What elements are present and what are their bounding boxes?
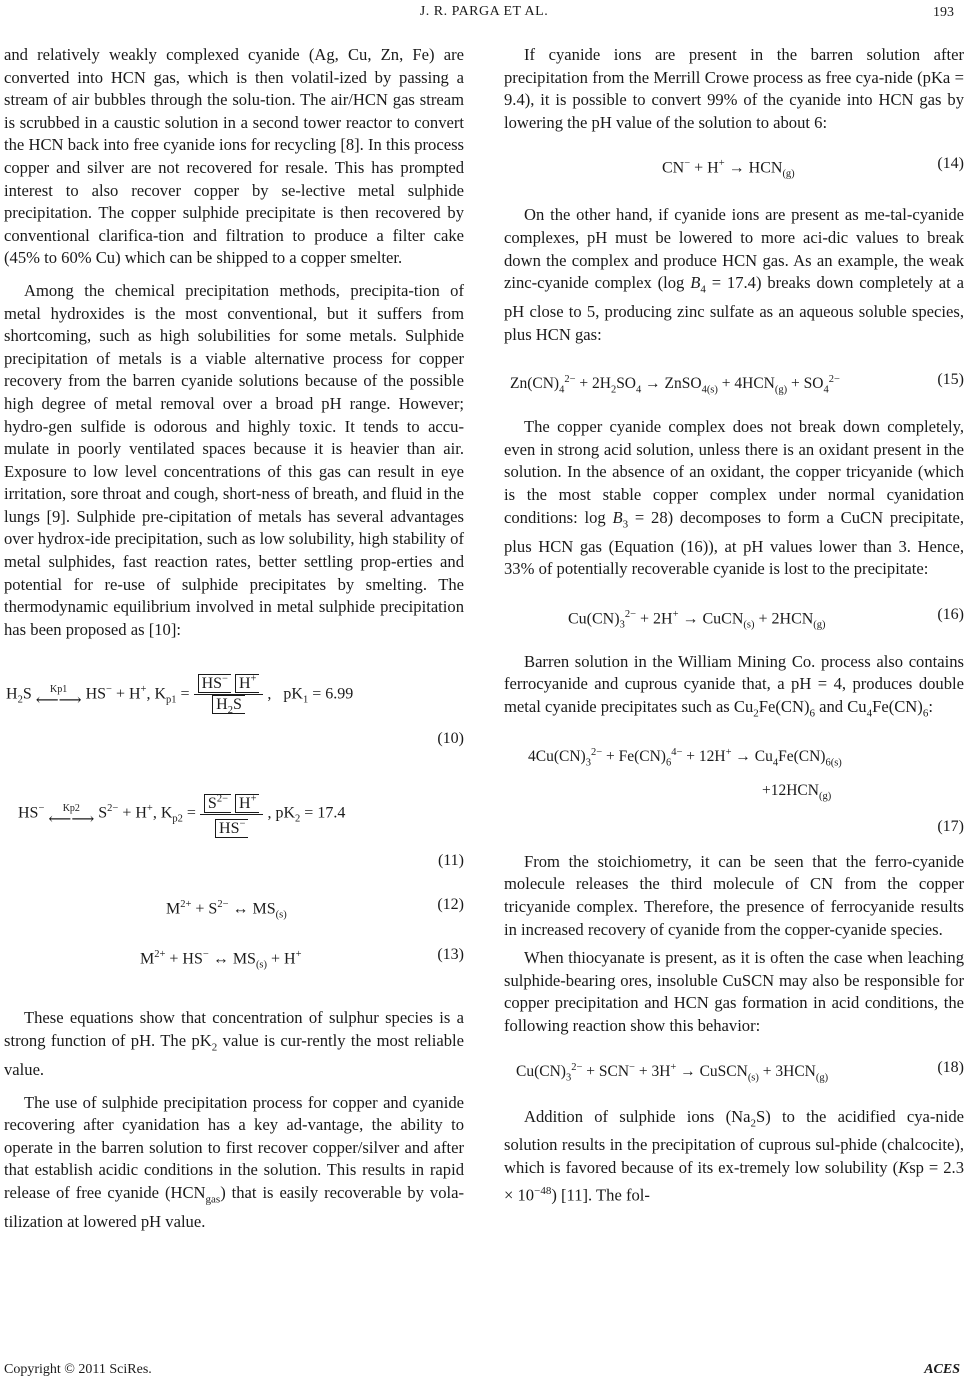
paragraph: The use of sulphide precipitation process for copper and cyanide recovering after cyanidation has a key ad-vantage, the ability to operate in the barren solution to first recover copper/silver and after that establish acidic conditions in the solution. This results in rapid release of free cyanide $(HCN_{gas})$ that is easily recoverable by vola-tilization at lowered pH value.: [4, 1092, 464, 1231]
running-header-author: J. R. PARGA ET AL.: [419, 4, 549, 19]
equation-12: $M^{2+} + S^{2-}$ ↔ $MS_{(s)}$ (12): [166, 896, 464, 921]
paragraph: Addition of sulphide ions $(Na_2S)$ to the acidified cya-nide solution results in the precipitation of cuprous sul-phide (chalcocite), which is favored because of its ex-tremely low solubility $(Ksp = 2.3 \times 10^{-48})$ [11]. The fol-: [504, 1106, 965, 1205]
paragraph: Barren solution in the William Mining Co. process also contains ferrocyanide and cuprous cyanide that, a pH = 4, produces double metal cyanide precipitates such as $Cu_2Fe(CN)_6$ and $Cu_4Fe(CN)_6$:: [504, 651, 964, 720]
equation-number: (12): [437, 896, 464, 914]
paragraph: Among the chemical precipitation methods, precipita-tion of metal hydroxides is the most conventional, but it suffers from shortcoming, such as high solubilities for some metals. Sulphide precipitation of metals is a viable alternative process for copper recovery from the barren cyanide solutions because of the possible high degree of metal removal over a broad pH range. However; hydro-gen sulfide is odorous and highly toxic. It tends to accu-mulate in poorly ventilated spaces because it is heavier than air. Exposure to low level concentrations of this gas can result in eye irritation, sore throat and cough, short-ness of breath, and fluid in the lungs [9]. Sulphide pre-cipitation of metals has several advantages over hydrox-ide precipitation, such as low solubility, high stability of metal sulphides, fast reaction rates, better settling prop-erties and potential for re-use of sulphide precipitates by smelting. The thermodynamic equilibrium involved in metal sulphide precipitation has been proposed as [10]:: [4, 280, 464, 639]
equation-11: HS− Kp2 ⟵⟶ $S^{2-} + H^+$, $K_{p2}$ = $\frac{S^{2-} H^+}{HS^-}$ , $pK_2 = 17.4$: [4, 771, 464, 851]
equation-number: (15): [937, 371, 964, 389]
equation-number: (10): [437, 730, 464, 748]
equation-15: $Zn(CN)_4^{2-} + 2H_2SO_4$ → ZnSO$_{4(s)}$ + $4HCN_{(g)} + SO_4^{2-}$ (15): [510, 371, 964, 396]
paragraph: If cyanide ions are present in the barren solution after precipitation from the Merrill Crowe process as free cya-nide (pKa = 9.4), it is possible to convert 99% of the cyanide into HCN gas by lowering the pH value of the solution to about 6:: [504, 45, 964, 132]
equation-17: $4Cu(CN)_3^{2-} + Fe(CN)_6^{4-} + 12H^+ \to Cu_4Fe(CN)_{6(s)}$ $+12HCN_{(g)}$: [528, 746, 842, 802]
equation-11-number-row: [4, 851, 464, 881]
paragraph: When thiocyanate is present, as it is often the case when leaching sulphide-bearing ores, insoluble CuSCN may also be responsible for copper precipitation and HCN gas formation in acid conditions, the following reaction show this behavior:: [504, 948, 964, 1035]
equation-number: (13): [437, 946, 464, 964]
equation-number: (17): [937, 817, 964, 835]
equation-17-number-row: [504, 817, 964, 843]
paragraph: These equations show that concentration of sulphur species is a strong function of pH. The $pK_2$ value is cur-rently the most reliable value.: [4, 1008, 464, 1079]
equation-number: (14): [937, 155, 964, 173]
left-column: [4, 44, 464, 1233]
equation-16: $Cu(CN)_3^{2-} + 2H^+$ → CuCN$_{(s)}$ + $2HCN_{(g)}$ (16): [568, 605, 964, 631]
paragraph: The copper cyanide complex does not break down completely, even in strong acid solution, unless there is an oxidant present in the solution. In the absence of an oxidant, the copper tricyanide (which is the most stable copper complex under normal cyanidation conditions: $\log B_3 = 28$) decomposes to form a CuCN precipitate, plus HCN gas (Equation (16)), at pH values lower than 3. Hence, 33% of potentially recoverable cyanide is lost to the precipitate:: [504, 417, 964, 579]
paragraph: and relatively weakly complexed cyanide (Ag, Cu, Zn, Fe) are converted into HCN gas, which is then volatil-ized by passing a stream of air bubbles through the solu-tion. The air/HCN gas stream is scrubbed in a caustic solution in a second tower reactor to convert the HCN back into free cyanide ions for recycling [8]. In this process copper and silver are not recovered for resale. This has prompted interest to also recover copper by se-lective metal sulphide precipitation. The copper sulphide precipitate is then recovered by conventional clarifica-tion and filtration to produce a filter cake (45% to 60% Cu) which can be shipped to a copper smelter.: [4, 45, 464, 268]
equation-number: (11): [437, 852, 464, 870]
equation-18: $Cu(CN)_3^{2-} + SCN^- + 3H^+$ → CuSCN$_{(s)}$ + $3HCN_{(g)}$ (18): [516, 1058, 964, 1083]
copyright-notice: Copyright © 2011 SciRes.: [4, 1362, 152, 1377]
journal-name: ACES: [924, 1362, 960, 1377]
right-column: [504, 44, 964, 1207]
equation-number: (18): [937, 1058, 964, 1076]
equation-13: $M^{2+} + HS^-$ ↔ $MS_{(s)} + H^+$ (13): [140, 946, 464, 971]
equation-10-number-row: [4, 729, 464, 755]
equation-number: (16): [937, 605, 964, 623]
paragraph: On the other hand, if cyanide ions are present as me-tal-cyanide complexes, pH must be lowered to more aci-dic values to break down the complex and produce HCN gas. As an example, the weak zinc-cyanide complex (log $B_4 = 17.4$) breaks down completely at a pH close to 5, producing zinc sulfate as an aqueous soluble species, plus HCN gas:: [504, 205, 964, 344]
paragraph: From the stoichiometry, it can be seen that the ferro-cyanide molecule releases the third molecule of CN from the copper tricyanide complex. Therefore, the presence of ferrocyanide results in increased recovery of cyanide from the copper-cyanide species.: [504, 851, 964, 939]
equation-10: $H_2S$ Kp1 ⟵⟶ HS− + H+, $K_{p1}$ = $\frac{HS^- H^+}{H_2S}$ , $pK_1 = 6.99$: [4, 655, 464, 729]
equation-14: $CN^- + H^+ \to HCN_{(g)}$ (14): [662, 155, 964, 180]
page-number: 193: [933, 5, 954, 20]
